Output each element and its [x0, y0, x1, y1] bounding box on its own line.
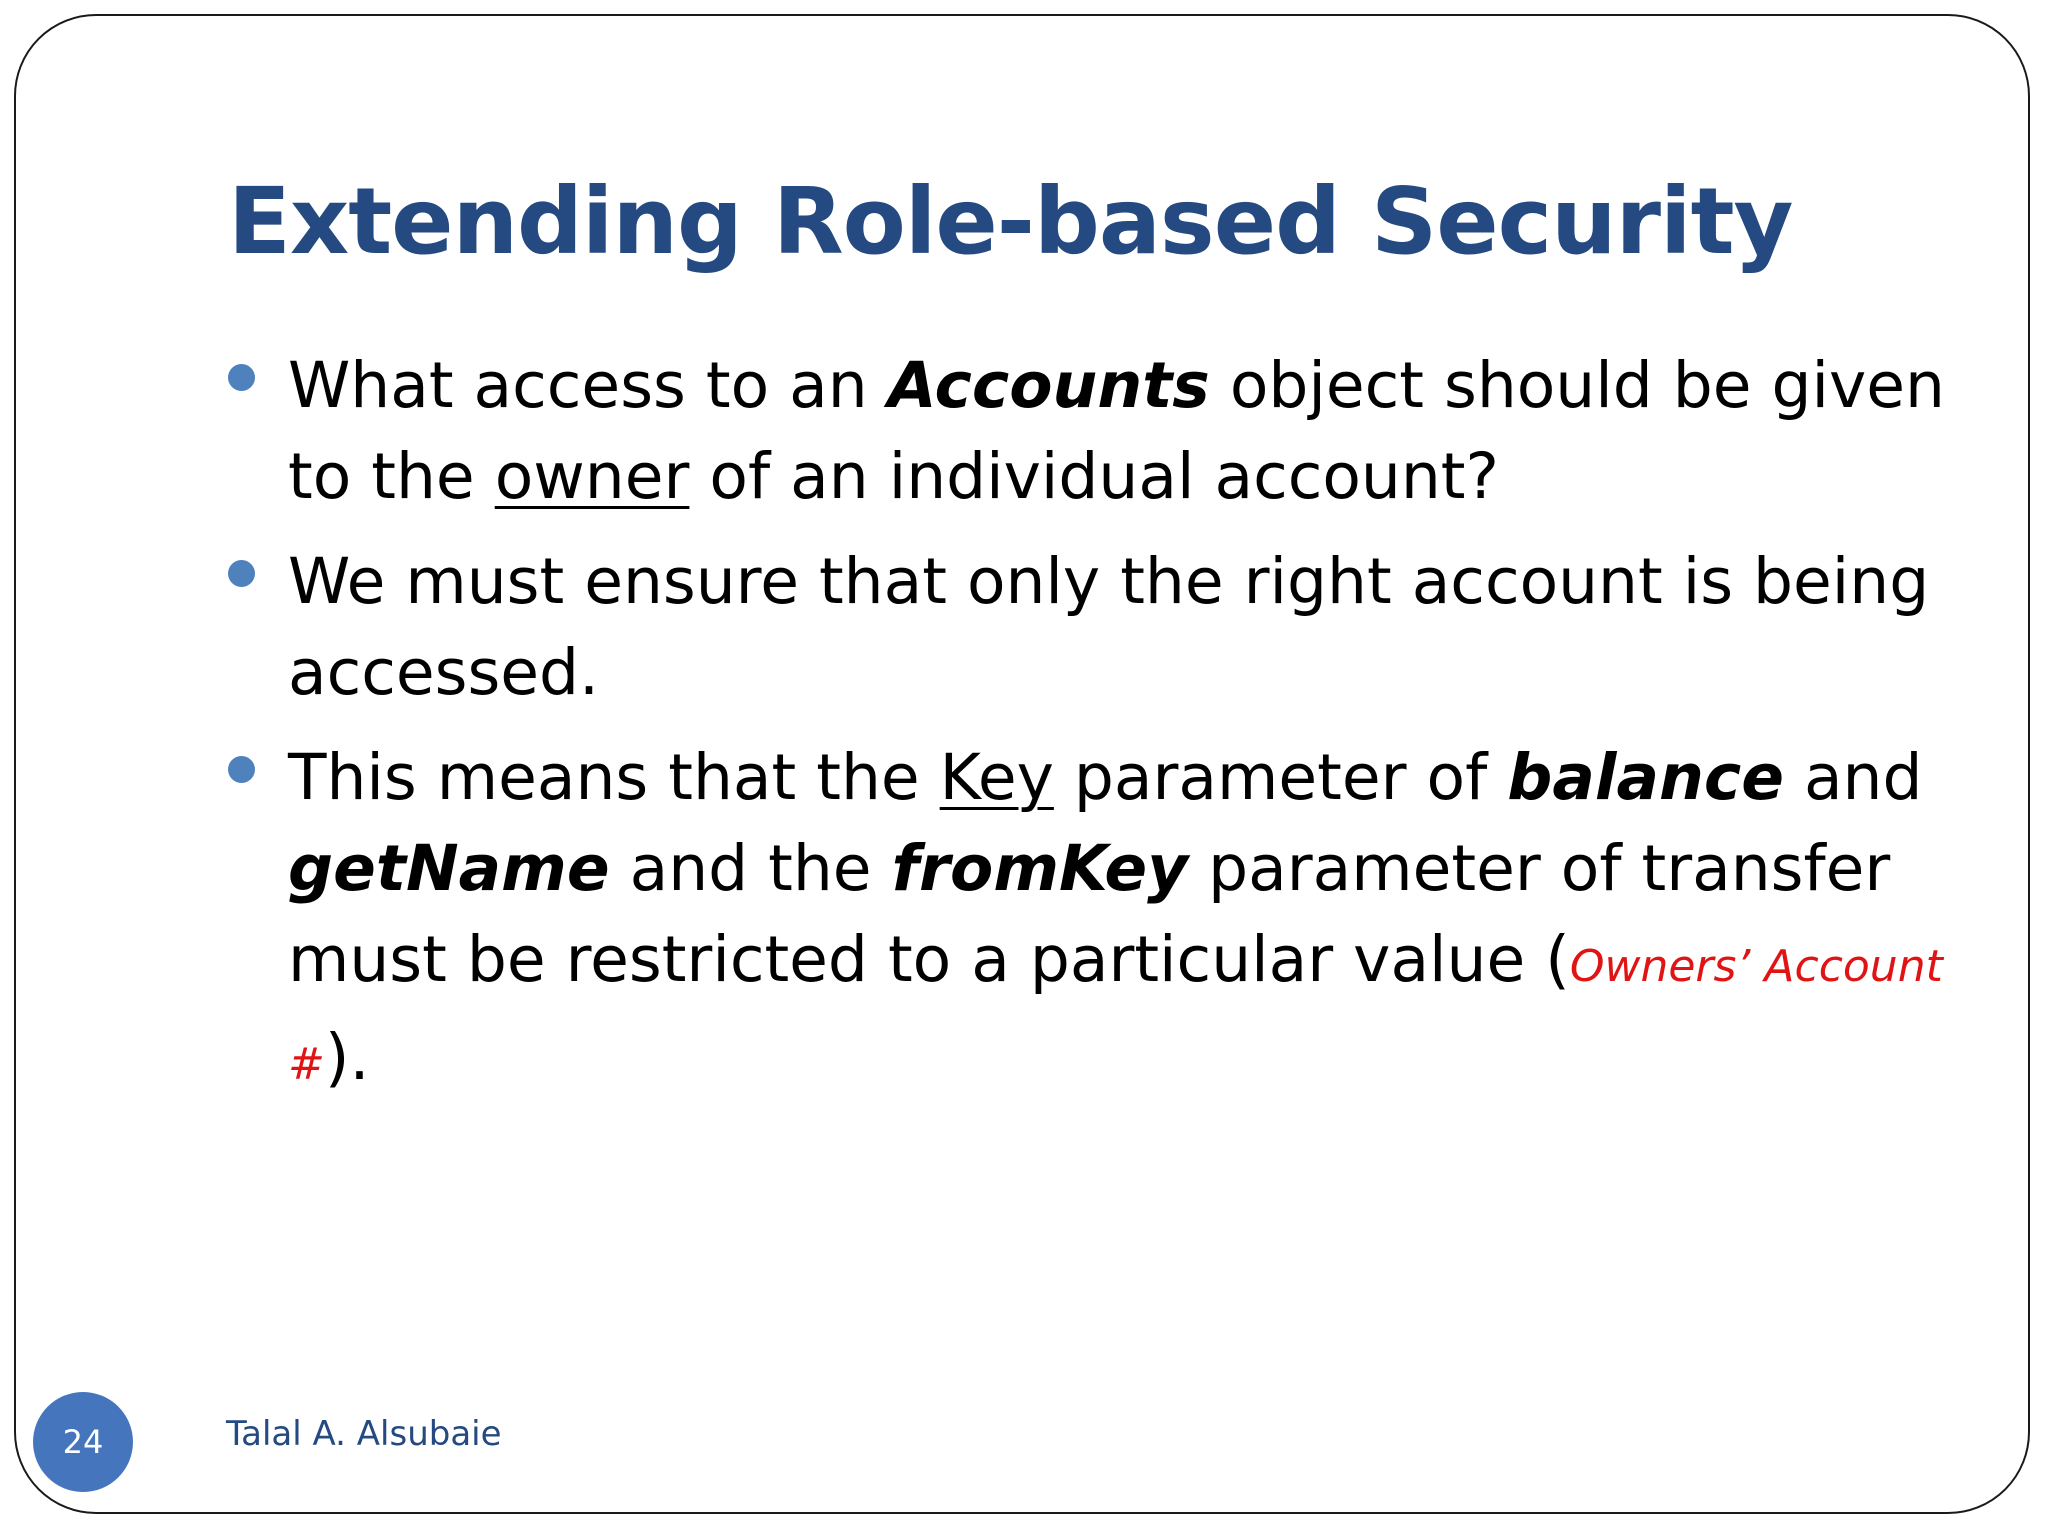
bullet-item-3 — [228, 732, 1988, 1110]
bullet-3-text-5: parameter of transfer must be restricted to a particular value ( — [288, 832, 1891, 996]
bullet-item-1 — [228, 340, 1988, 522]
bullet-2-text: We must ensure that only the right account is being accessed. — [288, 545, 1930, 709]
bullet-list — [228, 340, 1988, 1124]
bullet-1-text-2: object should be given to the — [288, 349, 1945, 513]
bullet-3-text-6: ). — [324, 1021, 370, 1094]
bullet-3-text-2: parameter of — [1053, 741, 1508, 814]
bullet-1-owner-term: owner — [494, 440, 690, 513]
page-number-badge: 24 — [33, 1392, 133, 1492]
bullet-3-balance-term: balance — [1507, 741, 1784, 814]
footer-author: Talal A. Alsubaie — [226, 1414, 502, 1454]
bullet-3-text-3: and — [1783, 741, 1923, 814]
bullet-3-getname-term: getName — [288, 832, 610, 905]
bullet-dot-icon — [228, 560, 255, 587]
bullet-3-text-1: This means that the — [288, 741, 940, 814]
bullet-item-2 — [228, 536, 1988, 718]
bullet-3-key-term: Key — [939, 741, 1054, 814]
bullet-3-owners-account-note: Owners’ Account # — [288, 941, 1943, 1090]
bullet-1-text-3: of an individual account? — [689, 440, 1499, 513]
bullet-dot-icon — [228, 364, 255, 391]
bullet-3-fromkey-term: fromKey — [891, 832, 1189, 905]
bullet-1-accounts-term: Accounts — [887, 349, 1210, 422]
bullet-dot-icon — [228, 756, 255, 783]
slide-title: Extending Role-based Security — [228, 168, 1793, 275]
bullet-1-text-1: What access to an — [288, 349, 888, 422]
bullet-3-text-4: and the — [609, 832, 892, 905]
